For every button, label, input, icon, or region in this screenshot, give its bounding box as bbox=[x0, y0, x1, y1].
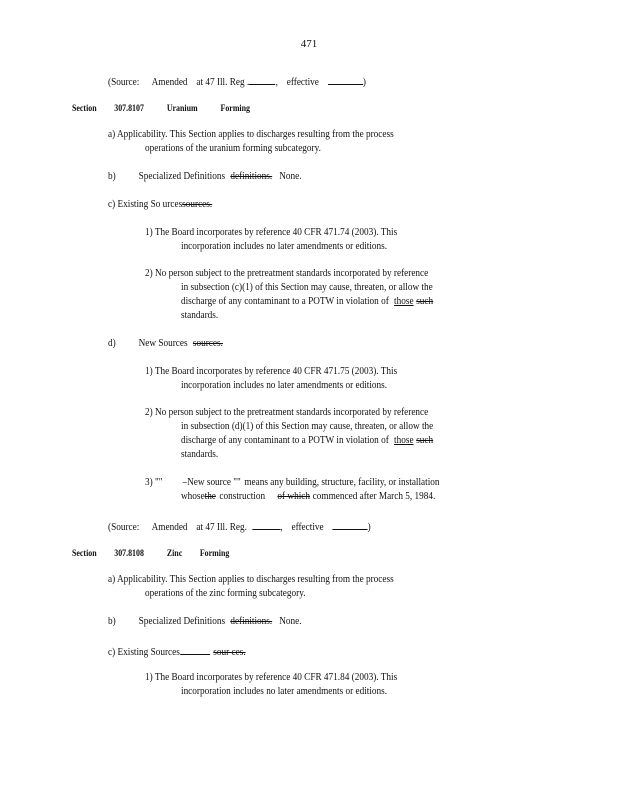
paragraph-applicability: a) Applicability. This Section applies to discharges resulting from the process bbox=[108, 574, 394, 585]
paragraph-applicability-cont: operations of the zinc forming subcategory. bbox=[145, 588, 306, 599]
subparagraph-cont: incorporation includes no later amendments or editions. bbox=[181, 241, 388, 252]
subparagraph-cont: incorporation includes no later amendments or editions. bbox=[181, 380, 388, 391]
paragraph-definitions: b) Specialized Definitions definitions. None. bbox=[108, 616, 302, 627]
paragraph-existing-sources: c) Existing So urcessources. bbox=[108, 199, 213, 210]
subparagraph-cont: in subsection (c)(1) of this Section may cause, threaten, or allow the bbox=[181, 282, 433, 293]
blank-line bbox=[252, 518, 280, 530]
section-heading: Section 307.8108 Zinc Forming bbox=[72, 548, 230, 558]
blank-line bbox=[332, 518, 367, 530]
subparagraph-cont: standards. bbox=[181, 449, 219, 460]
subparagraph-cont: discharge of any contaminant to a POTW in violation of those such bbox=[181, 435, 434, 446]
paragraph-new-sources: d) New Sources sources. bbox=[108, 338, 223, 349]
subparagraph: 1) The Board incorporates by reference 40 CFR 471.74 (2003). This bbox=[145, 227, 398, 238]
subparagraph-cont: in subsection (d)(1) of this Section may cause, threaten, or allow the bbox=[181, 421, 434, 432]
source-note: (Source: Amended at 47 Ill. Reg. , effective ) bbox=[108, 518, 371, 535]
subparagraph-cont: whosethe construction of which commenced after March 5, 1984. bbox=[181, 491, 436, 502]
subparagraph-cont: discharge of any contaminant to a POTW in violation of those such bbox=[181, 296, 434, 307]
subparagraph: 2) No person subject to the pretreatment standards incorporated by reference bbox=[145, 268, 429, 279]
subparagraph: 1) The Board incorporates by reference 40 CFR 471.75 (2003). This bbox=[145, 366, 398, 377]
section-heading: Section 307.8107 Uranium Forming bbox=[72, 103, 250, 113]
paragraph-applicability: a) Applicability. This Section applies to discharges resulting from the process bbox=[108, 129, 394, 140]
paragraph-existing-sources: c) Existing Sources sour ces. bbox=[108, 643, 246, 660]
subparagraph-cont: incorporation includes no later amendments or editions. bbox=[181, 686, 388, 697]
page-number: 471 bbox=[300, 38, 318, 50]
subparagraph: 1) The Board incorporates by reference 40 CFR 471.84 (2003). This bbox=[145, 672, 398, 683]
blank-line bbox=[328, 73, 363, 85]
blank-line bbox=[180, 643, 210, 655]
subparagraph: 2) No person subject to the pretreatment standards incorporated by reference bbox=[145, 407, 429, 418]
paragraph-applicability-cont: operations of the uranium forming subcategory. bbox=[145, 143, 321, 154]
source-note: (Source: Amended at 47 Ill. Reg . , effective ) bbox=[108, 73, 366, 90]
subparagraph-definition: 3) "" –New source "" means any building, structure, facility, or installation bbox=[145, 477, 440, 488]
paragraph-definitions: b) Specialized Definitions definitions. None. bbox=[108, 171, 302, 182]
blank-line bbox=[249, 73, 275, 85]
subparagraph-cont: standards. bbox=[181, 310, 219, 321]
